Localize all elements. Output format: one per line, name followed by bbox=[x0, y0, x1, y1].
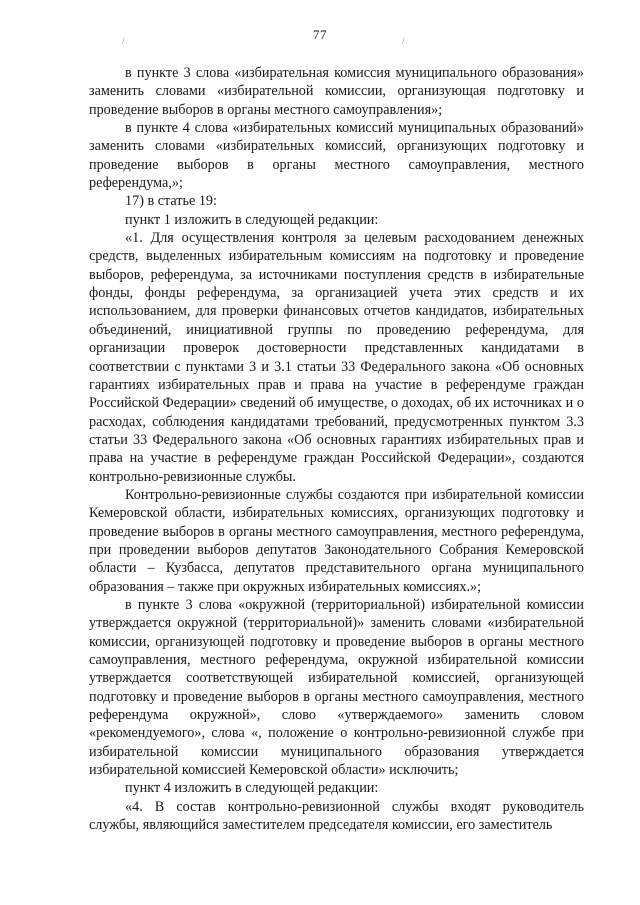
paragraph-item-4-text: «4. В состав контрольно-ревизионной службы входят руководитель службы, являющийся заместителем председателя комиссии, его заместитель bbox=[89, 798, 584, 834]
body-text bbox=[89, 64, 584, 834]
paragraph-item-4-amendment: в пункте 4 слова «избирательных комиссий муниципальных образований» заменить словами «избирательных комиссий, организующих подготовку и проведение выборов в органы местного самоуправления, местного референдума,»; bbox=[89, 120, 584, 192]
scan-mark-left: / bbox=[122, 36, 125, 46]
scan-mark-right: / bbox=[402, 36, 405, 46]
paragraph-item-1-intro: пункт 1 изложить в следующей редакции: bbox=[125, 211, 379, 228]
paragraph-item-3-replacement: в пункте 3 слова «окружной (территориальной) избирательной комиссии утверждается окружной (территориальной)» заменить словами «избирательной комиссии, организующей подготовку и проведение выборов в органы местного самоуправления, местного референдума, окружной избирательной комиссии утверждается соответствующей избирательной комиссией, организующей подготовку и проведение выборов в органы местного самоуправления, местного референдума окружной», слово «утверждаемого» заменить словом «рекомендуемого», слова «, положение о контрольно-ревизионной службе при избирательной комиссии муниципального образования утверждается избирательной комиссией Кемеровской области» исключить; bbox=[89, 596, 584, 779]
paragraph-article-19-heading: 17) в статье 19: bbox=[125, 193, 217, 210]
page-number: 77 bbox=[313, 27, 327, 42]
paragraph-item-3-amendment: в пункте 3 слова «избирательная комиссия муниципального образования» заменить словами «избирательной комиссии, организующая подготовку и проведение выборов в органы местного самоуправления»; bbox=[89, 65, 584, 118]
paragraph-item-4-intro: пункт 4 изложить в следующей редакции: bbox=[125, 780, 379, 797]
paragraph-item-1-text: «1. Для осуществления контроля за целевым расходованием денежных средств, выделенных избирательным комиссиям на подготовку и проведение выборов, референдума, за источниками поступления средств в избирательные фонды, фонды референдума, за организацией учета этих средств и их использованием, для проверки финансовых отчетов кандидатов, избирательных объединений, инициативной группы по проведению референдума, для организации проверок достоверности представленных кандидатами в соответствии с пунктами 3 и 3.1 статьи 33 Федерального закона «Об основных гарантиях избирательных прав и права на участие в референдуме граждан Российской Федерации» сведений об имуществе, о доходах, об их источниках и о расходах, соблюдения кандидатами требований, предусмотренных пунктом 3.3 статьи 33 Федерального закона «Об основных гарантиях избирательных прав и права на участие в референдуме граждан Российской Федерации», создаются контрольно-ревизионные службы. bbox=[89, 230, 584, 485]
paragraph-control-services: Контрольно-ревизионные службы создаются при избирательной комиссии Кемеровской области, избирательных комиссиях, организующих подготовку и проведение выборов в органы местного самоуправления, местного референдума, при проведении выборов депутатов Законодательного Собрания Кемеровской области – Кузбасса, депутатов представительного органа муниципального образования – также при окружных избирательных комиссиях.»; bbox=[89, 486, 584, 595]
